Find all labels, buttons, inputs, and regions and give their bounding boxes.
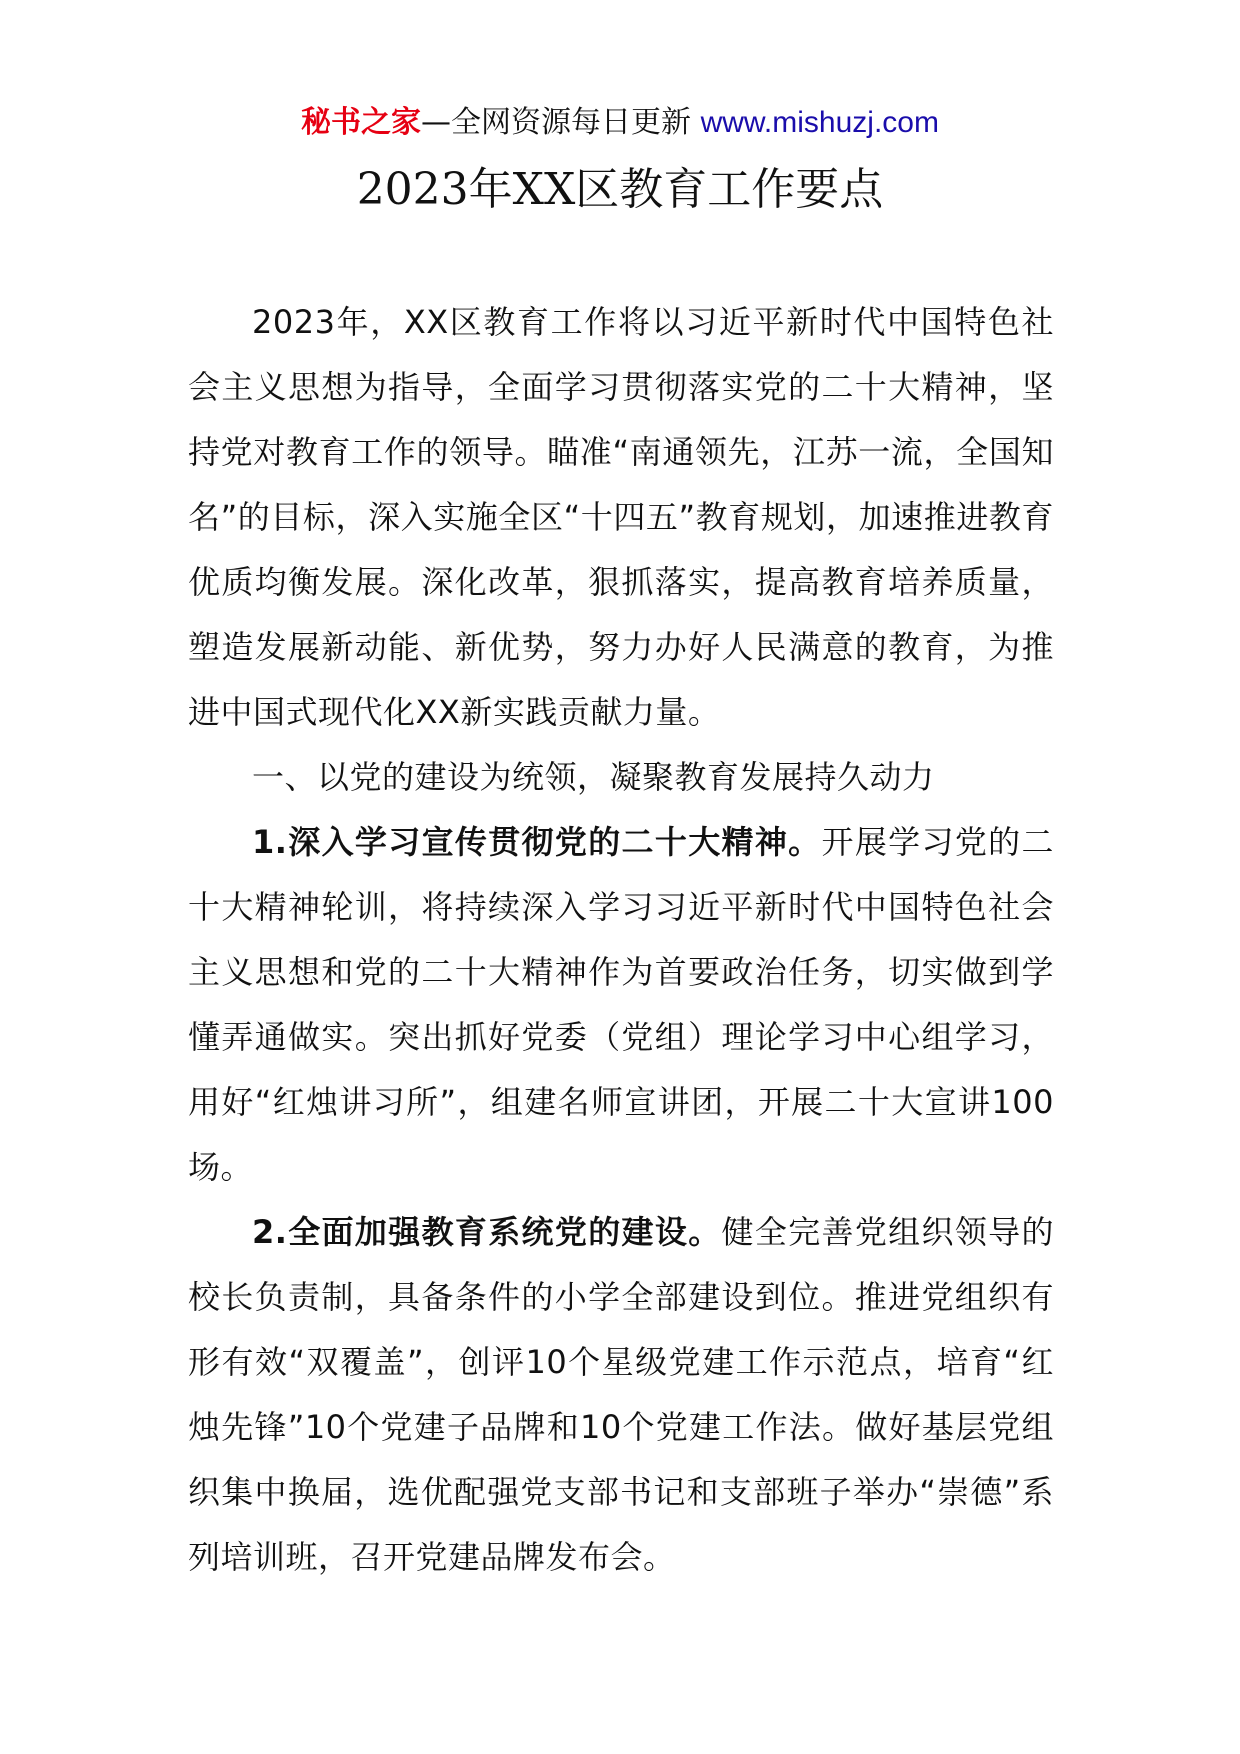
- section-heading: 一、以党的建设为统领，凝聚教育发展持久动力: [252, 758, 935, 796]
- item-text: 开展学习党的二十大精神轮训，将持续深入学习习近平新时代中国特色社会主义思想和党的二十大精神作为首要政治任务，切实做到学懂弄通做实。突出抓好党委（党组）理论学习中心组学习，用好“红烛讲习所”，组建名师宣讲团，开展二十大宣讲100场。: [188, 823, 1054, 1186]
- header-banner: [0, 100, 1240, 146]
- site-url-link[interactable]: www.mishuzj.com: [700, 106, 939, 139]
- brand-name: 秘书之家: [301, 105, 422, 140]
- tagline: —全网资源每日更新: [421, 105, 692, 140]
- document-body: [188, 290, 1054, 1590]
- item-paragraph: [188, 1200, 1054, 1590]
- item-title: 2.全面加强教育系统党的建设。: [252, 1213, 722, 1251]
- item-title: 1.深入学习宣传贯彻党的二十大精神。: [252, 823, 822, 861]
- item-text: 健全完善党组织领导的校长负责制，具备条件的小学全部建设到位。推进党组织有形有效“双覆盖”，创评10个星级党建工作示范点，培育“红烛先锋”10个党建子品牌和10个党建工作法。做好基层党组织集中换届，选优配强党支部书记和支部班子举办“崇德”系列培训班，召开党建品牌发布会。: [188, 1213, 1054, 1576]
- document-title: 2023年XX区教育工作要点: [356, 164, 884, 215]
- item-paragraph: [188, 810, 1054, 1200]
- intro-paragraph: 2023年，XX区教育工作将以习近平新时代中国特色社会主义思想为指导，全面学习贯彻落实党的二十大精神，坚持党对教育工作的领导。瞄准“南通领先，江苏一流，全国知名”的目标，深入实施全区“十四五”教育规划，加速推进教育优质均衡发展。深化改革，狠抓落实，提高教育培养质量，塑造发展新动能、新优势，努力办好人民满意的教育，为推进中国式现代化XX新实践贡献力量。: [188, 303, 1054, 731]
